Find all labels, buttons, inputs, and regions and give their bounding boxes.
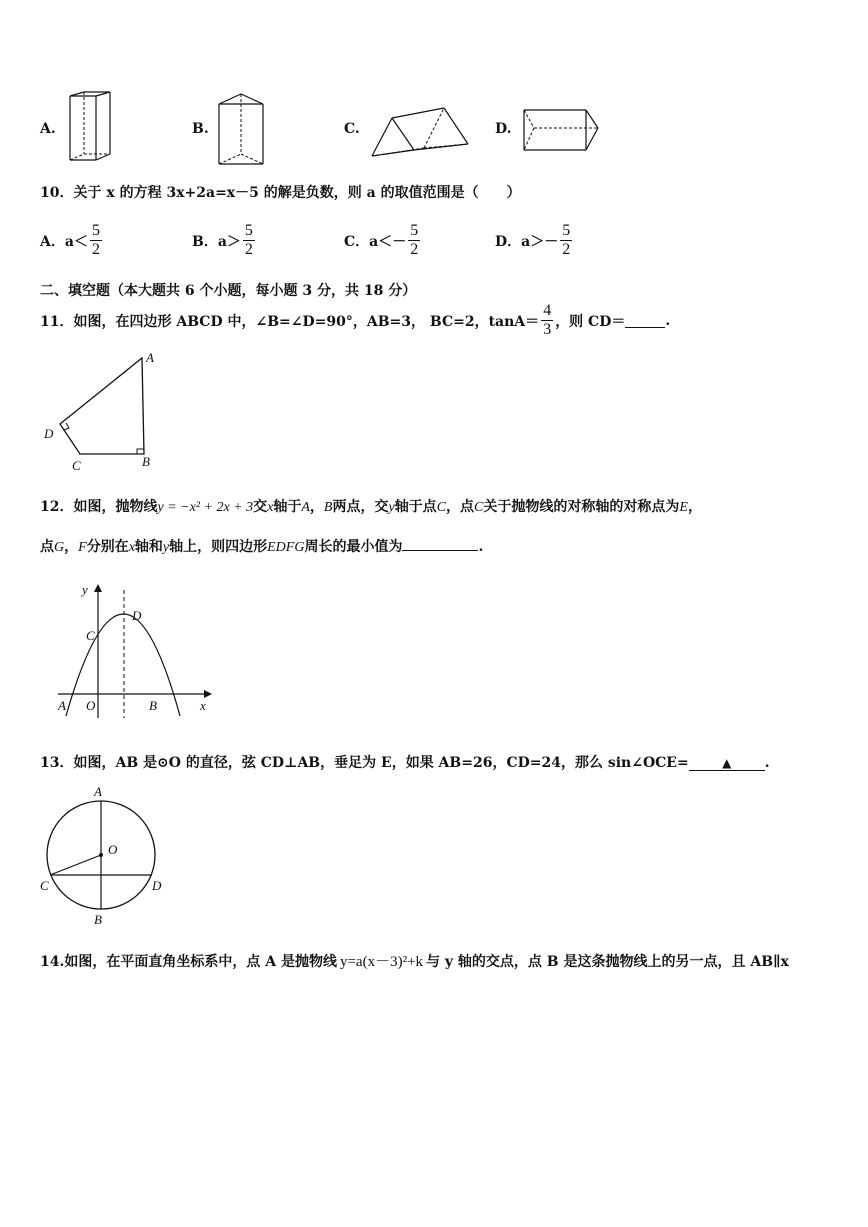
q10-option-d-fraction: $\frac{5}{2}$ xyxy=(562,222,571,258)
q12-label-d: D xyxy=(132,608,142,623)
q10-stem: 10．关于 x 的方程 3x+2a=x－5 的解是负数，则 a 的取值范围是（ ） xyxy=(40,185,521,201)
q14-stem: 14.如图，在平面直角坐标系中，点 A 是抛物线 y=a(x－3)²+k 与 y 轴的交点，点 B 是这条抛物线上的另一点，且 AB∥x xyxy=(40,950,789,971)
q12-label-x: x xyxy=(200,698,206,713)
q9-option-a-label: A. xyxy=(40,121,56,137)
q11-label-d: D xyxy=(44,426,54,441)
q9-option-c-figure xyxy=(368,104,472,160)
q12-line-2: 点 G ， F 分别在 x 轴和 y 轴上，则四边形 EDFG 周长的最小值为 . xyxy=(40,536,483,556)
q12-figure xyxy=(52,580,216,720)
q9-option-d-label: D. xyxy=(495,121,512,137)
q10-option-b: B． a＞ $\frac{5}{2}$ xyxy=(192,222,253,258)
q12-label-o: O xyxy=(86,698,96,713)
q10-option-d: D． a＞－ $\frac{5}{2}$ xyxy=(495,222,571,258)
q11-figure xyxy=(36,346,166,474)
q13-label-o: O xyxy=(108,842,118,857)
q9-option-a-figure xyxy=(66,88,118,168)
q10-option-c-fraction: $\frac{5}{2}$ xyxy=(410,222,419,258)
q12-label-y: y xyxy=(82,582,88,597)
q13-label-c: C xyxy=(40,878,49,893)
q12-line-1: 12．如图，抛物线 y = −x² + 2x + 3 交 x 轴于 A ， B 两点，交 y 轴于点 C ，点 C 关于抛物线的对称轴的对称点为 E ， xyxy=(40,499,702,515)
q9-option-b-figure xyxy=(215,90,267,170)
q10-option-a: A． a＜ $\frac{5}{2}$ xyxy=(40,222,100,258)
q13-figure xyxy=(38,782,172,928)
q13-answer-blank[interactable]: ▲ xyxy=(689,756,765,771)
q11-answer-blank[interactable] xyxy=(625,313,665,328)
q13-label-b: B xyxy=(94,912,102,927)
q10-option-c: C． a＜－ $\frac{5}{2}$ xyxy=(344,222,419,258)
q14-formula: y=a(x－3)²+k xyxy=(339,954,424,970)
q12-label-c: C xyxy=(86,628,95,643)
q11-tan-fraction: $\frac{4}{3}$ xyxy=(543,302,552,338)
q9-option-d-figure xyxy=(520,106,602,154)
q12-formula: y = −x² + 2x + 3 xyxy=(157,500,254,515)
q13-label-d: D xyxy=(152,878,162,893)
q10-option-a-fraction: $\frac{5}{2}$ xyxy=(91,222,100,258)
q12-answer-blank[interactable] xyxy=(402,536,478,551)
q10-option-b-fraction: $\frac{5}{2}$ xyxy=(244,222,253,258)
q11-label-b: B xyxy=(142,454,150,469)
q11-label-c: C xyxy=(72,458,81,473)
q11-label-a: A xyxy=(146,350,154,365)
q11-stem: 11．如图，在四边形 ABCD 中，∠B=∠D=90°，AB=3， BC=2，tanA＝ $\frac{4}{3}$ ，则 CD＝ . xyxy=(40,302,671,338)
q9-option-c-label: C. xyxy=(344,121,360,137)
q13-label-a: A xyxy=(94,784,102,799)
q9-option-b-label: B. xyxy=(192,121,209,137)
q12-label-b: B xyxy=(149,698,157,713)
q12-label-a: A xyxy=(58,698,66,713)
section-2-title: 二、填空题（本大题共 6 个小题，每小题 3 分，共 18 分） xyxy=(40,283,417,299)
q13-stem: 13．如图，AB 是⊙O 的直径，弦 CD⊥AB，垂足为 E，如果 AB=26，CD=24，那么 sin∠OCE= ▲ . xyxy=(40,755,770,771)
